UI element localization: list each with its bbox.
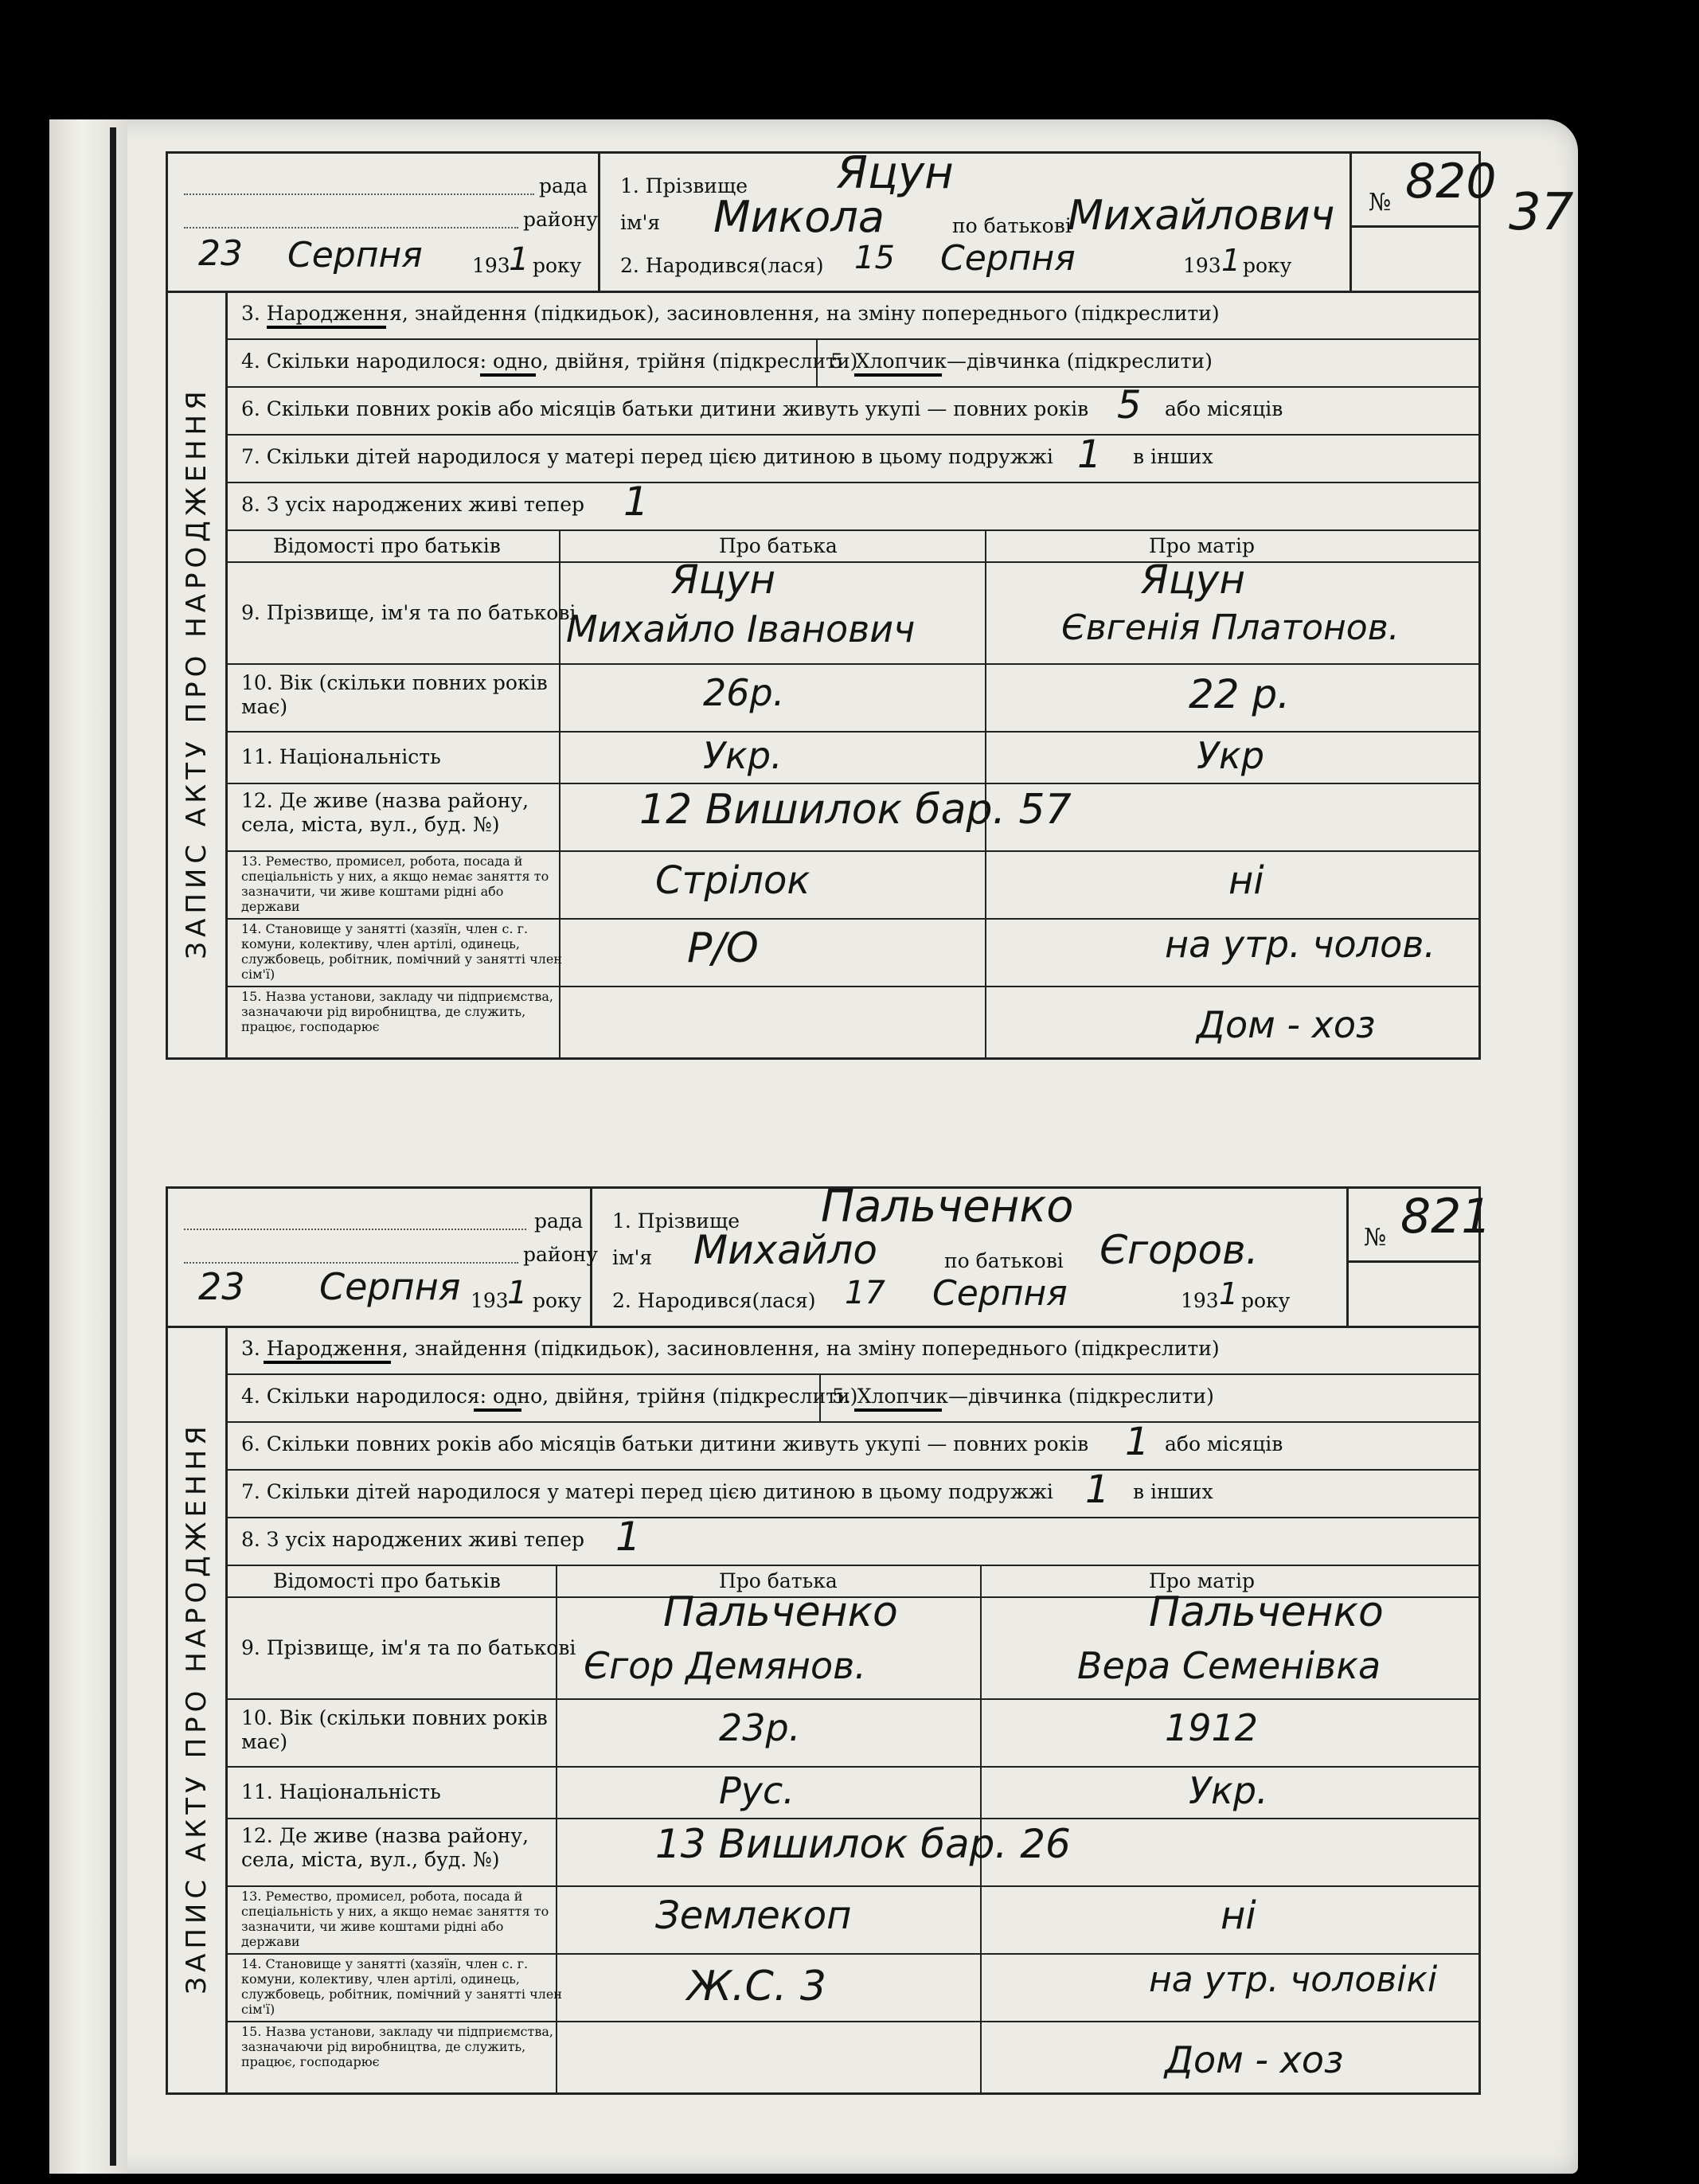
side-title: ЗАПИС АКТУ ПРО НАРОДЖЕННЯ (168, 291, 228, 1057)
father-nationality: Укр. (703, 734, 783, 777)
child-names-block (590, 1181, 1349, 1326)
father-name: Єгор Демянов. (584, 1644, 866, 1687)
reg-year-digit: 1 (509, 241, 529, 278)
years-together: 5 (1117, 383, 1142, 428)
row-14: 14. Становище у занятті (хазяїн, член с. г. комуни, колективу, член артілі, одинець, службовець, робітник, помічний у заняттi член сім'ї) Р/О на утр. чолов. (225, 918, 1478, 987)
record-number: 821 (1400, 1189, 1492, 1244)
mother-nationality: Укр (1197, 734, 1265, 777)
birth-month: Серпня (932, 1273, 1068, 1314)
mother-surname: Яцун (1141, 557, 1246, 603)
born-label: 2. Народився(лася) (612, 1289, 816, 1312)
patronymic-label: по батькові (944, 1249, 1064, 1272)
record-header (168, 1181, 1492, 1328)
father-status: Р/О (687, 924, 759, 972)
mother-occupation: ні (1228, 858, 1264, 903)
record-number: 820 (1405, 154, 1497, 209)
years-together: 1 (1125, 1420, 1150, 1464)
reg-year-digit: 1 (507, 1275, 528, 1311)
row-6: 6. Скільки повних років або місяців батьки дитини живуть укупі — повних років 5 або місяців (225, 386, 1478, 436)
row-13: 13. Ремество, промисел, робота, посада й спеціальність у них, а якщо немає заняття то зазначити, чи живе коштами рідні або держави Землекоп ні (225, 1885, 1478, 1955)
row-12: 12. Де живе (назва району, села, міста, вул., буд. №) 13 Вишилок бар. 26 (225, 1818, 1478, 1887)
mother-status: на утр. чоловікі (1149, 1959, 1438, 2000)
surname-label: 1. Прізвище (612, 1209, 740, 1233)
row-11: 11. Національність Рус. Укр. (225, 1766, 1478, 1819)
rik-label: року (1243, 254, 1292, 277)
address: 12 Вишилок бар. 57 (639, 786, 1072, 834)
father-surname: Пальченко (663, 1588, 898, 1636)
name-label: ім'я (612, 1246, 653, 1269)
rik-label: року (533, 1289, 582, 1312)
rada-label: рада (534, 1209, 584, 1233)
father-name: Михайло Іванович (566, 608, 916, 651)
mother-surname: Пальченко (1149, 1588, 1384, 1636)
alive-now: 1 (615, 1514, 641, 1560)
child-surname: Яцун (837, 147, 954, 199)
child-name: Михайло (693, 1227, 877, 1273)
mother-name: Вера Семенівка (1077, 1644, 1381, 1687)
mother-workplace: Дом - хоз (1197, 1003, 1376, 1046)
registration-block (168, 154, 600, 291)
birth-record-card-820 (166, 147, 1497, 1060)
row-6: 6. Скільки повних років або місяців батьки дитини живуть укупі — повних років 1 або місяців (225, 1421, 1478, 1471)
address: 13 Вишилок бар. 26 (655, 1821, 1071, 1867)
birth-day: 17 (845, 1275, 885, 1311)
row-10: 10. Вік (скільки повних років має) 23р. 1912 (225, 1698, 1478, 1768)
child-surname: Пальченко (821, 1181, 1074, 1233)
alive-now: 1 (623, 479, 649, 525)
children-before: 1 (1085, 1467, 1110, 1512)
rada-label: рада (539, 174, 588, 197)
child-patronymic: Михайлович (1068, 192, 1335, 240)
folio-number: 37 (1509, 183, 1574, 242)
mother-status: на утр. чолов. (1165, 923, 1435, 966)
row-4-5: 4. Скільки народилося: одно, двійня, трійня (підкреслити) 5. Хлопчик—дівчинка (підкреслити) (225, 338, 1478, 388)
mother-name: Євгенія Платонов. (1061, 608, 1400, 648)
birth-year-digit: 1 (1221, 243, 1241, 278)
parents-header: Відомості про батьків Про батька Про матір (225, 1565, 1478, 1598)
reg-day: 23 (198, 1265, 245, 1308)
number-sign: № (1369, 189, 1392, 217)
row-4-5: 4. Скільки народилося: одно, двійня, трійня (підкреслити) 5. Хлопчик—дівчинка (підкреслити) (225, 1373, 1478, 1423)
father-surname: Яцун (671, 557, 776, 603)
born-label: 2. Народився(лася) (620, 254, 824, 277)
father-nationality: Рус. (719, 1769, 795, 1812)
row-12: 12. Де живе (назва району, села, міста, вул., буд. №) 12 Вишилок бар. 57 (225, 783, 1478, 852)
number-sign: № (1364, 1224, 1387, 1252)
row-7: 7. Скільки дітей народилося у матері перед цією дитиною в цьому подружжі 1 в інших (225, 434, 1478, 483)
row-9: 9. Прізвище, ім'я та по батькові Яцун Михайло Іванович Яцун Євгенія Платонов. (225, 561, 1478, 665)
row-9: 9. Прізвище, ім'я та по батькові Пальченко Єгор Демянов. Пальченко Вера Семенівка (225, 1596, 1478, 1700)
year-prefix: 193 (1183, 254, 1221, 277)
reg-day: 23 (198, 233, 243, 274)
row-7: 7. Скільки дітей народилося у матері перед цією дитиною в цьому подружжі 1 в інших (225, 1469, 1478, 1518)
surname-label: 1. Прізвище (620, 174, 748, 197)
birth-record-card-821 (166, 1181, 1492, 2095)
children-before: 1 (1077, 432, 1102, 477)
father-occupation: Землекоп (655, 1893, 852, 1938)
reg-month: Серпня (287, 235, 423, 275)
record-number-box (1349, 154, 1497, 228)
mother-nationality: Укр. (1189, 1769, 1268, 1812)
row-10: 10. Вік (скільки повних років має) 26р. 22 р. (225, 663, 1478, 733)
raion-label: району (523, 208, 598, 231)
row-3: 3. Народження, знайдення (підкидьок), засиновлення, на зміну попереднього (підкреслити) (225, 291, 1478, 340)
row-8: 8. З усіх народжених живі тепер 1 (225, 482, 1478, 531)
rik-label: року (1241, 1289, 1291, 1312)
year-prefix: 193 (472, 254, 510, 277)
reg-month: Серпня (319, 1265, 461, 1308)
year-prefix: 193 (471, 1289, 509, 1312)
birth-month: Серпня (940, 238, 1076, 279)
mother-age: 1912 (1165, 1706, 1259, 1749)
child-name: Микола (713, 192, 885, 242)
father-age: 23р. (719, 1706, 801, 1749)
rik-label: року (533, 254, 582, 277)
row-15: 15. Назва установи, закладу чи підприємства, зазначаючи рід виробництва, де служить, працює, господарює Дом - хоз (241, 2024, 1344, 2081)
record-header (168, 147, 1497, 293)
patronymic-label: по батькові (952, 214, 1072, 237)
binding-line (110, 127, 116, 2166)
father-age: 26р. (703, 671, 785, 714)
birth-day: 15 (854, 240, 895, 276)
row-8: 8. З усіх народжених живі тепер 1 (225, 1517, 1478, 1566)
registration-block (168, 1189, 598, 1326)
row-3: 3. Народження, знайдення (підкидьок), засиновлення, на зміну попереднього (підкреслити) (225, 1326, 1478, 1375)
mother-occupation: ні (1221, 1893, 1256, 1938)
mother-age: 22 р. (1189, 671, 1291, 717)
mother-workplace: Дом - хоз (1165, 2038, 1344, 2081)
father-occupation: Стрілок (655, 858, 810, 903)
father-status: Ж.С. 3 (687, 1963, 826, 2010)
row-14: 14. Становище у занятті (хазяїн, член с. г. комуни, колективу, член артілі, одинець, службовець, робітник, помічний у заняттi член сім'ї) Ж.С. 3 на утр. чоловікі (225, 1953, 1478, 2022)
child-names-block (598, 147, 1352, 291)
name-label: ім'я (620, 211, 661, 234)
birth-year-digit: 1 (1219, 1276, 1239, 1311)
child-patronymic: Єгоров. (1099, 1227, 1259, 1273)
record-number-box (1346, 1189, 1492, 1263)
raion-label: району (523, 1243, 598, 1266)
year-prefix: 193 (1181, 1289, 1219, 1312)
side-title: ЗАПИС АКТУ ПРО НАРОДЖЕННЯ (168, 1326, 228, 2092)
row-15: 15. Назва установи, закладу чи підприємства, зазначаючи рід виробництва, де служить, працює, господарює Дом - хоз (241, 989, 1376, 1046)
row-13: 13. Ремество, промисел, робота, посада й спеціальність у них, а якщо немає заняття то зазначити, чи живе коштами рідні або держави Стрілок ні (225, 850, 1478, 920)
row-11: 11. Національність Укр. Укр (225, 731, 1478, 784)
parents-header: Відомості про батьків Про батька Про матір (225, 529, 1478, 563)
